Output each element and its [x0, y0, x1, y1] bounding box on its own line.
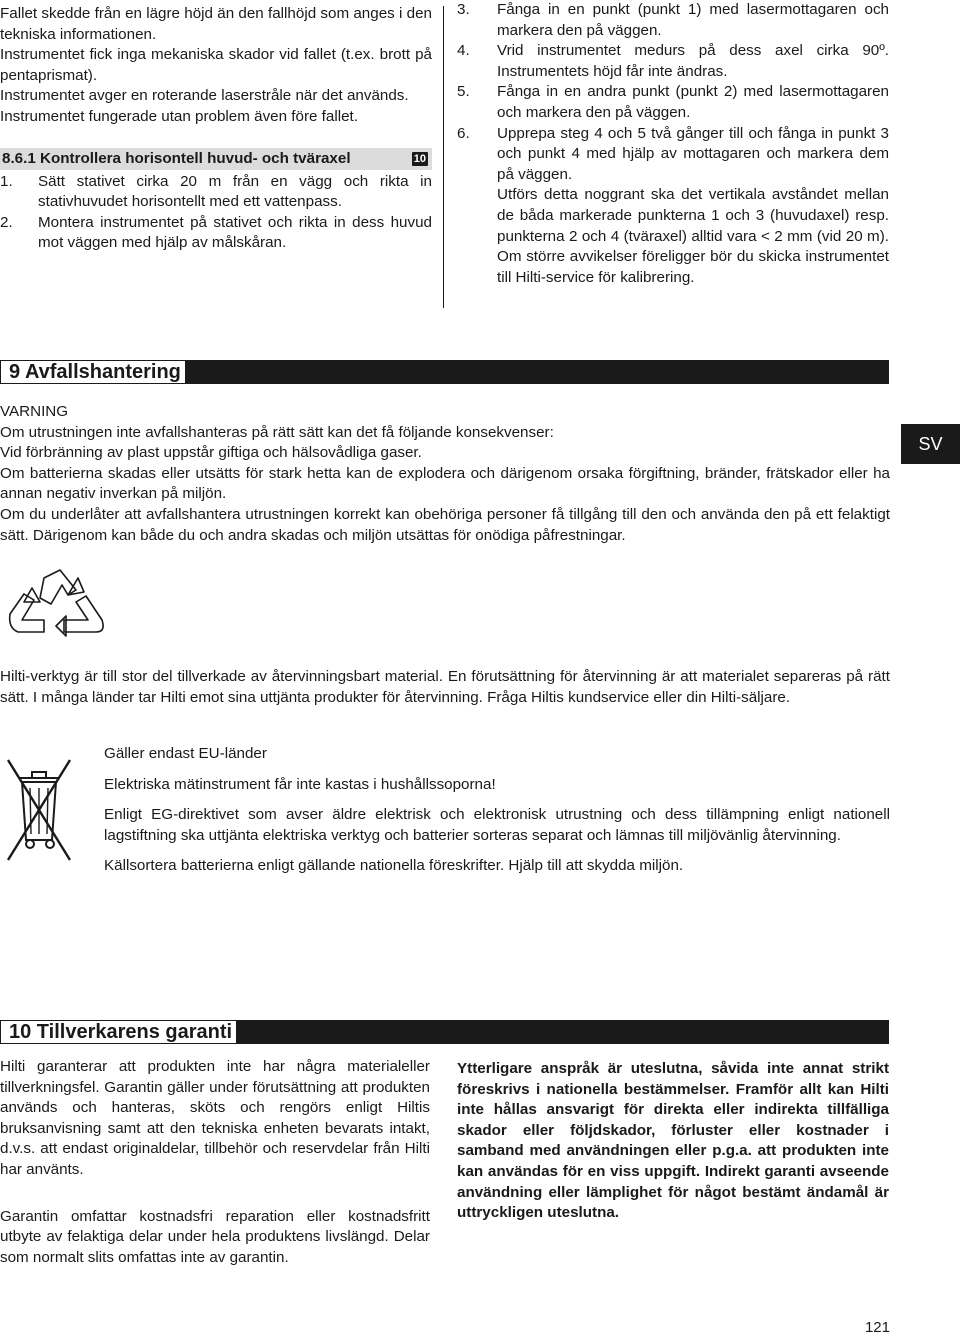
recycling-paragraph: Hilti-verktyg är till stor del tillverkade av återvinningsbart material. En förutsättning för återvinning är att materialet separeras på rätt sätt. I många länder tar Hilti emot sina uttjänta produkter för återvinning. Fråga Hiltis kundservice eller din Hilti-säljare. — [0, 668, 890, 706]
warranty-paragraph: Garantin omfattar kostnadsfri reparation eller kostnadsfritt utbyte av felaktiga delar under hela produktens livslängd. Delar som normalt slits omfattas inte av garantin. — [0, 1207, 430, 1266]
step-text: Fånga in en andra punkt (punkt 2) med lasermottagaren och markera den på väggen. — [497, 83, 889, 121]
intro-paragraphs — [0, 4, 432, 128]
step-text: Montera instrumentet på stativet och rikta in dess huvud mot väggen med hjälp av målskåran. — [38, 213, 432, 252]
step-item — [457, 124, 889, 186]
step-number: 1. — [0, 172, 13, 190]
warranty-left-column — [0, 1057, 430, 1268]
warning-label: VARNING — [0, 403, 69, 420]
warranty-right-column: Ytterligare anspråk är uteslutna, såvida inte annat strikt föreskrivs i nationella bestämmelser. Framför allt kan Hilti inte hållas ansvarigt för direkta eller indirekta tillfälliga skador eller följdskador, förluster eller kostnader i samband med användningen eller p.g.a. att produkten inte kan användas för en viss uppgift. Indirekt garanti avseende användning eller lämplighet för något bestämt ändamål är uttryckligen uteslutna. — [457, 1060, 889, 1222]
language-tab: SV — [901, 424, 960, 464]
subsection-heading — [0, 148, 432, 170]
step-number: 2. — [0, 213, 13, 231]
step-number: 4. — [457, 42, 470, 60]
step-text: Fånga in en punkt (punkt 1) med lasermottagaren och markera den på väggen. — [497, 1, 889, 39]
section-9-heading-bar — [0, 360, 889, 384]
section-10-title: 10 Tillverkarens garanti — [1, 1021, 236, 1043]
intro-line: Instrumentet fungerade utan problem även före fallet. — [0, 107, 358, 125]
top-left-column — [0, 4, 432, 254]
warning-paragraph: Om utrustningen inte avfallshanteras på rätt sätt kan det få följande konsekvenser: — [0, 423, 554, 441]
crossed-out-wheelie-bin-icon — [6, 756, 72, 864]
eu-disposal-text — [104, 744, 890, 887]
eu-paragraph: Gäller endast EU-länder — [104, 745, 267, 762]
figure-reference-badge: 10 — [413, 152, 426, 165]
intro-line: Instrumentet fick inga mekaniska skador vid fallet (t.ex. brott på pentaprismat). — [0, 46, 432, 84]
step-note-text: Utförs detta noggrant ska det vertikala avståndet mellan de båda markerade punkterna 1 och 3 (huvudaxel) resp. punkterna 2 och 4 (tväraxel) alltid vara < 2 mm (vid 20 m). Om större avvikelser föreligger bör du skicka instrumentet till Hilti-service för kalibrering. — [497, 186, 889, 286]
step-number: 6. — [457, 124, 470, 142]
step-number: 5. — [457, 83, 470, 101]
step-item — [457, 41, 889, 82]
page-number: 121 — [864, 1319, 890, 1336]
warranty-paragraph: Hilti garanterar att produkten inte har några materialeller tillverkningsfel. Garantin gäller under förutsättning att produkten används och hanteras, sköts och rengörs enligt Hiltis bruksanvisning samt att den tekniska enheten bevarats intakt, d.v.s. att endast originaldelar, tillbehör och reservdelar från Hilti har använts. — [0, 1058, 430, 1178]
eu-paragraph: Elektriska mätinstrument får inte kastas i hushållssoporna! — [104, 775, 496, 793]
eu-paragraph: Källsortera batterierna enligt gällande nationella föreskrifter. Hjälp till att skydda miljön. — [104, 857, 684, 875]
warning-paragraph: Vid förbränning av plast uppstår giftiga och hälsovådliga gaser. — [0, 444, 422, 462]
section-10-heading-bar — [0, 1020, 889, 1044]
subsection-heading-text: 8.6.1 Kontrollera horisontell huvud- och tväraxel — [2, 149, 351, 167]
recycle-icon — [4, 568, 116, 642]
step-text: Sätt stativet cirka 20 m från en vägg och rikta in stativhuvudet horisontellt med ett vattenpass. — [38, 172, 432, 211]
section-9-warning — [0, 402, 890, 546]
column-divider — [443, 6, 444, 308]
step-item — [0, 213, 432, 254]
warning-paragraph: Om batterierna skadas eller utsätts för stark hetta kan de explodera och därigenom orsaka förgiftning, bränder, frätskador eller ha annan negativ inverkan på miljön. — [0, 464, 890, 503]
step-text: Upprepa steg 4 och 5 två gånger till och fånga in punkt 3 och punkt 4 med hjälp av mottagaren och markera dem på väggen. — [497, 124, 889, 183]
section-9-title: 9 Avfallshantering — [1, 361, 185, 383]
step-item — [0, 172, 432, 213]
eu-paragraph: Enligt EG-direktivet som avser äldre elektrisk och elektronisk utrustning och dess tillämpning enligt nationell lagstiftning ska uttjänta elektriska verktyg och batterier sorteras separat och lämnas till miljövänlig återvinning. — [104, 806, 890, 844]
step-number: 3. — [457, 1, 470, 18]
intro-line: Fallet skedde från en lägre höjd än den fallhöjd som anges i den tekniska informationen. — [0, 5, 432, 43]
step-item — [457, 0, 889, 41]
intro-line: Instrumentet avger en roterande laserstråle när det används. — [0, 87, 409, 105]
step-text: Vrid instrumentet medurs på dess axel cirka 90º. Instrumentets höjd får inte ändras. — [497, 42, 889, 80]
top-right-column — [457, 0, 889, 288]
warning-paragraph: Om du underlåter att avfallshantera utrustningen korrekt kan obehöriga personer få tillgång till den och använda den på ett felaktigt sätt. Därigenom kan både du och andra skadas och miljön utsättas för onödiga påfrestningar. — [0, 505, 890, 544]
step-note — [457, 185, 889, 288]
step-item — [457, 82, 889, 123]
step-list — [0, 172, 432, 254]
